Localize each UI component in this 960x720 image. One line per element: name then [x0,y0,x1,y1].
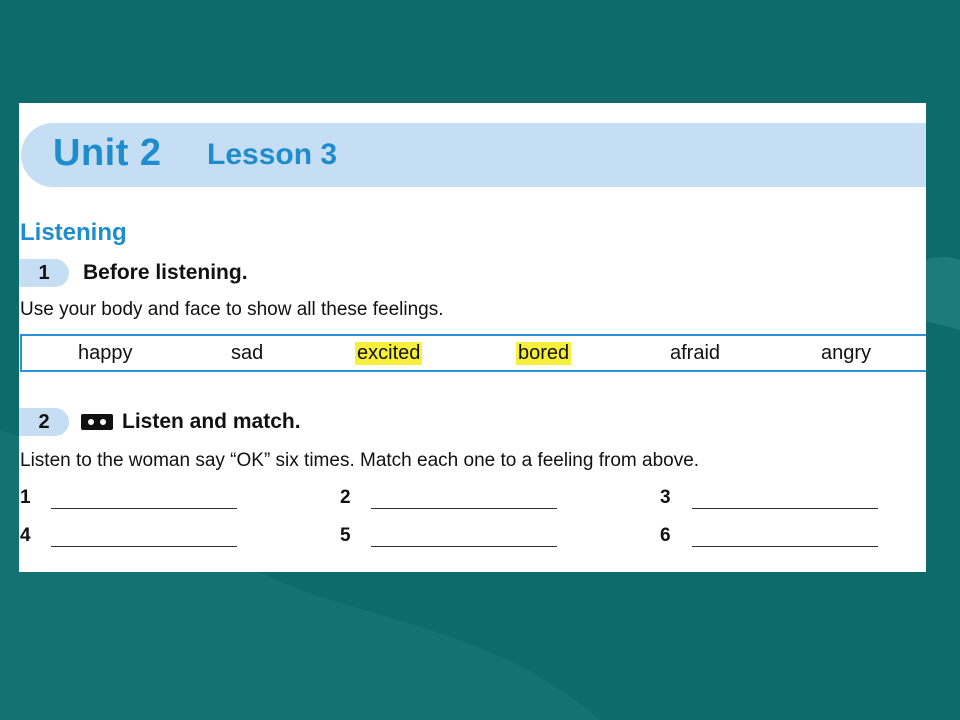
answer-number: 2 [340,487,351,508]
answer-number: 4 [20,525,31,546]
exercise-1-header [19,259,248,287]
feeling-word: afraid [670,342,721,364]
lesson-title: Lesson 3 [207,138,338,171]
exercise-number: 1 [19,259,69,287]
exercise-title: Before listening. [83,261,248,284]
answer-blank[interactable] [371,508,557,509]
answer-number: 1 [20,487,31,508]
section-title: Listening [20,219,127,246]
answer-blank[interactable] [692,546,878,547]
answer-blank[interactable] [371,546,557,547]
exercise-title: Listen and match. [122,410,301,433]
exercise-2-instruction: Listen to the woman say “OK” six times. Match each one to a feeling from above. [20,450,700,471]
answer-blank[interactable] [692,508,878,509]
answer-number: 5 [340,525,351,546]
feeling-word-highlighted: bored [518,342,570,364]
feeling-word: happy [78,342,133,364]
exercise-2-header [19,408,301,436]
cassette-icon [81,414,113,430]
feeling-word-highlighted: excited [357,342,421,364]
feeling-word: sad [231,342,264,364]
feeling-word: angry [821,342,872,364]
answer-blank[interactable] [51,508,237,509]
exercise-1-instruction: Use your body and face to show all these feelings. [20,299,444,320]
answer-blank[interactable] [51,546,237,547]
answer-number: 6 [660,525,671,546]
worksheet-page [19,103,926,572]
feelings-word-box [20,334,926,372]
exercise-number: 2 [19,408,69,436]
unit-banner [21,123,926,187]
unit-title: Unit 2 [53,132,162,174]
answer-number: 3 [660,487,671,508]
